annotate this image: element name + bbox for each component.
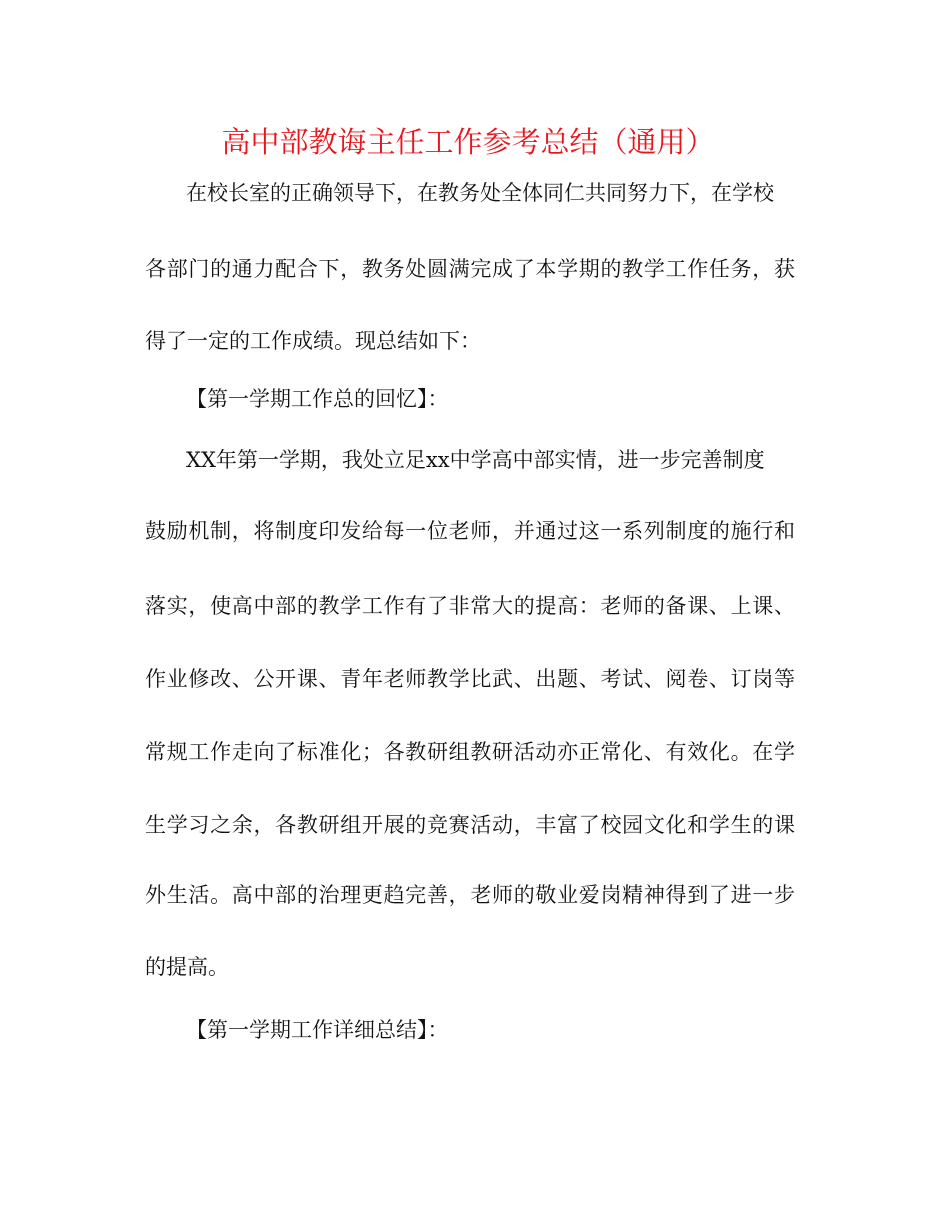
paragraph-line: 各部门的通力配合下，教务处圆满完成了本学期的教学工作任务，获 (145, 257, 795, 281)
paragraph-line: XX年第一学期，我处立足xx中学高中部实情，进一步完善制度 (186, 448, 765, 472)
paragraph-line: 生学习之余，各教研组开展的竞赛活动，丰富了校园文化和学生的课 (145, 813, 795, 837)
paragraph-line: 作业修改、公开课、青年老师教学比武、出题、考试、阅卷、订岗等 (145, 667, 795, 691)
paragraph-line: 落实，使高中部的教学工作有了非常大的提高：老师的备课、上课、 (145, 594, 795, 618)
paragraph-line: 在校长室的正确领导下，在教务处全体同仁共同努力下，在学校 (186, 181, 774, 205)
paragraph-line: 常规工作走向了标准化；各教研组教研活动亦正常化、有效化。在学 (145, 740, 795, 764)
section-heading: 【第一学期工作总的回忆】： (186, 387, 449, 411)
paragraph-line: 外生活。高中部的治理更趋完善，老师的敬业爱岗精神得到了进一步 (145, 883, 795, 907)
document-title: 高中部教诲主任工作参考总结（通用） (221, 125, 715, 159)
paragraph-line: 得了一定的工作成绩。现总结如下： (145, 329, 481, 353)
section-heading: 【第一学期工作详细总结】： (186, 1018, 449, 1042)
paragraph-line: 鼓励机制，将制度印发给每一位老师，并通过这一系列制度的施行和 (145, 519, 795, 543)
paragraph-line: 的提高。 (145, 955, 229, 979)
